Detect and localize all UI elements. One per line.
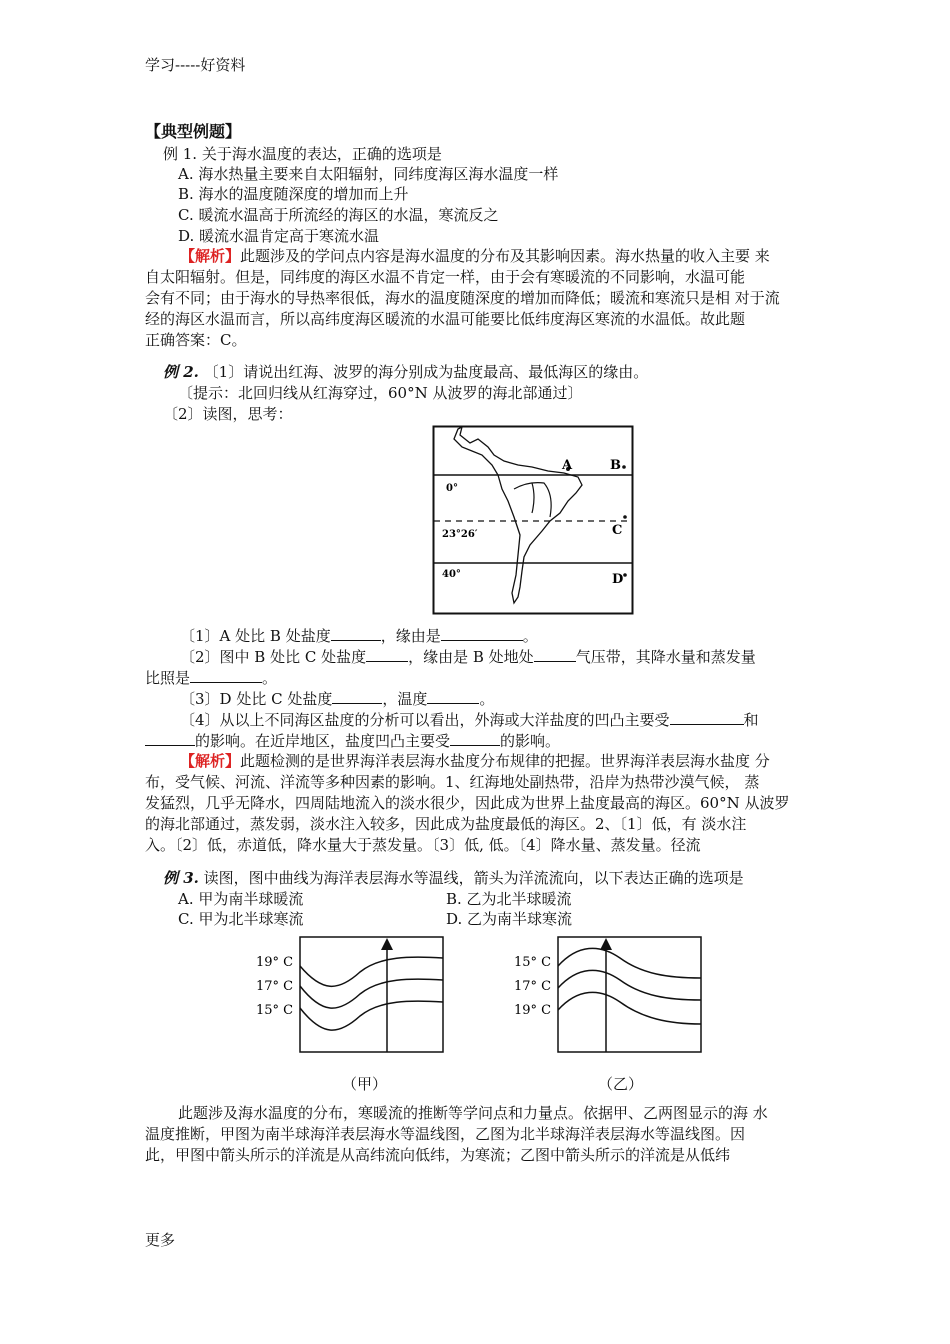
ex2-question-1: 例 2. 〔1〕请说出红海、波罗的海分别成为盐度最高、最低海区的缘由。 [163, 363, 649, 381]
isotherm-figure-jia [250, 936, 450, 1056]
jia-current-arrowhead [381, 938, 393, 950]
answer-blank[interactable] [190, 668, 262, 683]
point-b-dot [622, 465, 626, 469]
ex3-option-c: C. 甲为北半球寒流 [178, 910, 304, 928]
answer-blank[interactable] [534, 647, 576, 662]
ex2-sub-4b: 的影响。在近岸地区，盐度凹凸主要受 的影响。 [145, 731, 560, 751]
ex1-analysis-line-4: 经的海区水温而言，所以高纬度海区暖流的水温可能要比低纬度海区寒流的水温低。故此题 [145, 310, 746, 328]
ex2-sub-3: 〔3〕D 处比 C 处盐度 ，温度 。 [180, 690, 495, 708]
answer-blank[interactable] [366, 647, 408, 662]
point-b-label: B [610, 458, 621, 473]
ex2-analysis-line-1: 【解析】此题检测的是世界海洋表层海水盐度分布规律的把握。世界海洋表层海水盐度 分 [180, 752, 770, 770]
jia-frame [300, 937, 443, 1052]
jia-label-17: 17° C [256, 979, 294, 994]
ex2-sub-2a: 〔2〕图中 B 处比 C 处盐度 ，缘由是 B 处地处 气压带，其降水量和蒸发量 [180, 648, 756, 666]
point-c-dot [623, 515, 627, 519]
map-frame [434, 427, 633, 614]
south-america-map [432, 425, 634, 615]
fig-yi-caption: （乙） [598, 1075, 644, 1093]
ex1-analysis-line-5: 正确答案：C。 [145, 331, 247, 349]
ex3-analysis-line-3: 此，甲图中箭头所示的洋流是从高纬流向低纬，为寒流；乙图中箭头所示的洋流是从低纬 [145, 1146, 731, 1164]
ex1-analysis-tag: 【解析】 [180, 247, 241, 265]
ex1-option-a: A. 海水热量主要来自太阳辐射，同纬度海区海水温度一样 [178, 165, 559, 183]
answer-blank[interactable] [331, 626, 381, 641]
ex2-analysis-line-4: 的海北部通过，蒸发弱，淡水注入较多，因此成为盐度最低的海区。2、〔1〕低，有 淡水注 [145, 815, 747, 833]
answer-blank[interactable] [670, 710, 744, 725]
ex1-analysis-line-3: 会有不同；由于海水的导热率很低，海水的温度随深度的增加而降低；暖流和寒流只是相 对于流 [145, 289, 780, 307]
yi-label-15: 15° C [514, 955, 552, 970]
ex3-analysis-line-2: 温度推断，甲图为南半球海洋表层海水等温线图，乙图为北半球海洋表层海水等温线图。因 [145, 1125, 746, 1143]
ex3-option-b: B. 乙为北半球暖流 [446, 890, 572, 908]
ex2-analysis-tag: 【解析】 [180, 752, 241, 770]
ex3-question: 例 3. 读图，图中曲线为海洋表层海水等温线，箭头为洋流流向，以下表达正确的选项是 [163, 869, 744, 887]
ex1-analysis-line-1: 【解析】此题涉及的学问点内容是海水温度的分布及其影响因素。海水热量的收入主要 来 [180, 247, 770, 265]
isotherm-figure-yi [508, 936, 708, 1056]
ex3-analysis-line-1: 此题涉及海水温度的分布，寒暖流的推断等学问点和力量点。依据甲、乙两图显示的海 水 [178, 1104, 768, 1122]
ex3-option-d: D. 乙为南半球寒流 [446, 910, 573, 928]
page-header: 学习-----好资料 [145, 56, 246, 74]
fig-jia-caption: （甲） [342, 1075, 388, 1093]
ex2-analysis-line-5: 入。〔2〕低，赤道低，降水量大于蒸发量。〔3〕低, 低。〔4〕降水量、蒸发量。径流 [145, 836, 701, 854]
ex2-sub-2b: 比照是 。 [145, 669, 278, 687]
lat-label-2326: 23°26′ [442, 529, 478, 540]
lat-label-40: 40° [442, 569, 461, 580]
lat-label-0: 0° [446, 483, 458, 494]
answer-blank[interactable] [441, 626, 523, 641]
ex2-sub-4a: 〔4〕从以上不同海区盐度的分析可以看出，外海或大洋盐度的凹凸主要受 和 [180, 711, 759, 729]
section-title: 【典型例题】 [145, 122, 242, 141]
jia-label-19: 19° C [256, 955, 294, 970]
point-c-label: C [612, 523, 623, 538]
yi-isotherm-17 [558, 970, 701, 1000]
continent-outline [454, 427, 582, 603]
ex3-option-a: A. 甲为南半球暖流 [178, 890, 304, 908]
yi-isotherm-15 [558, 948, 701, 978]
ex2-hint: 〔提示：北回归线从红海穿过，60°N 从波罗的海北部通过〕 [178, 384, 583, 402]
river-branch [532, 483, 534, 513]
yi-current-arrowhead [600, 938, 612, 950]
point-a-label: A [562, 458, 573, 473]
jia-isotherm-19 [300, 957, 443, 986]
yi-isotherm-19 [558, 992, 701, 1024]
answer-blank[interactable] [427, 689, 479, 704]
ex1-question: 例 1. 关于海水温度的表达，正确的选项是 [163, 145, 442, 163]
ex1-option-d: D. 暖流水温肯定高于寒流水温 [178, 227, 380, 245]
ex1-option-b: B. 海水的温度随深度的增加而上升 [178, 185, 409, 203]
ex2-sub-1: 〔1〕A 处比 B 处盐度 ，缘由是 。 [180, 627, 538, 645]
ex1-option-c: C. 暖流水温高于所流经的海区的水温，寒流反之 [178, 206, 499, 224]
answer-blank[interactable] [145, 731, 195, 746]
ex2-analysis-line-3: 发猛烈，几乎无降水，四周陆地流入的淡水很少，因此成为世界上盐度最高的海区。60°N 从波罗 [145, 794, 790, 812]
point-d-label: D [612, 572, 624, 587]
yi-label-17: 17° C [514, 979, 552, 994]
point-d-dot [623, 573, 627, 577]
ex2-question-2: 〔2〕读图，思考： [163, 405, 293, 423]
yi-label-19: 19° C [514, 1003, 552, 1018]
answer-blank[interactable] [332, 689, 382, 704]
page-footer: 更多 [145, 1231, 176, 1249]
answer-blank[interactable] [450, 731, 500, 746]
ex1-analysis-line-2: 自太阳辐射。但是，同纬度的海区水温不肯定一样，由于会有寒暖流的不同影响，水温可能 [145, 268, 746, 286]
jia-label-15: 15° C [256, 1003, 294, 1018]
ex2-analysis-line-2: 布，受气候、河流、洋流等多种因素的影响。1、红海地处副热带，沿岸为热带沙漠气候， 蒸 [145, 773, 760, 791]
